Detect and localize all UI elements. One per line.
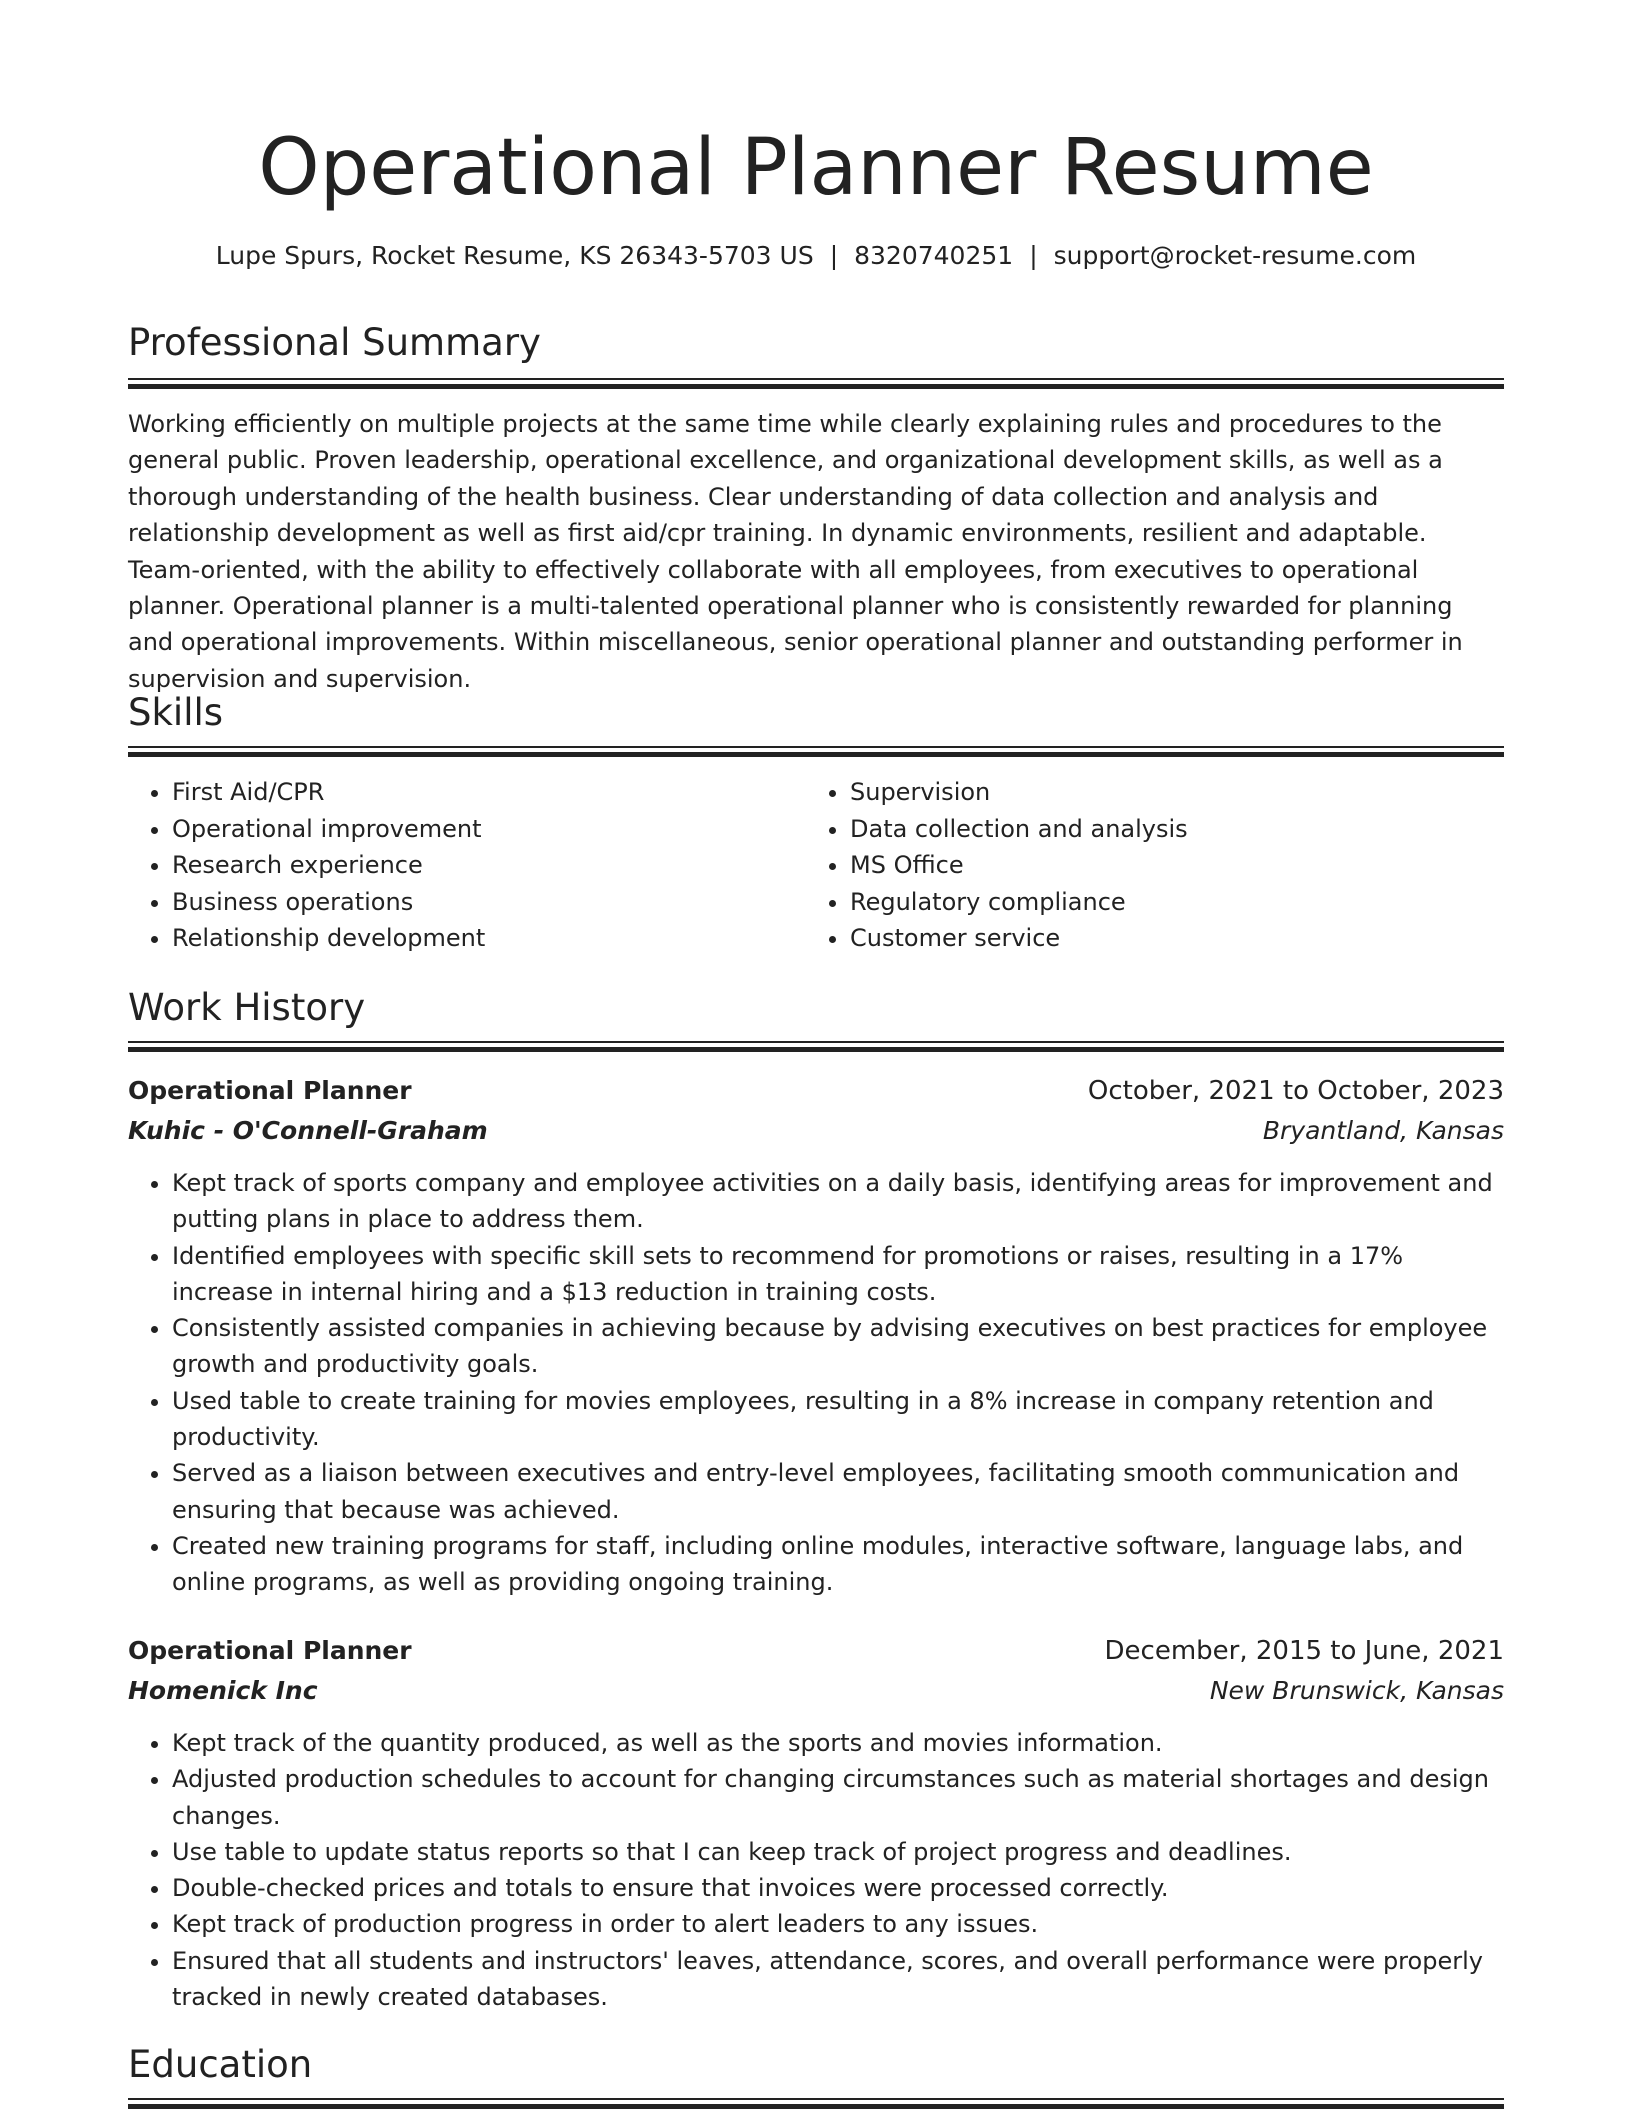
education-heading: Education [128,2043,313,2086]
contact-email: support@rocket-resume.com [1053,241,1417,270]
section-divider [128,746,1504,757]
job-bullet-list [128,1165,1504,1601]
summary-text: Working efficiently on multiple projects at the same time while clearly explaining rules and procedures to the general public. Proven leadership, operational excellence, and organizational development skills, as well as a thorough understanding of the health business. Clear understanding of data collection and analysis and relationship development as well as first aid/cpr training. In dynamic environments, resilient and adaptable. Team-oriented, with the ability to effectively collaborate with all employees, from executives to operational planner. Operational planner is a multi-talented operational planner who is consistently rewarded for planning and operational improvements. Within miscellaneous, senior operational planner and outstanding performer in supervision and supervision. [128,410,1463,693]
skill-item: • Data collection and analysis [850,811,1470,848]
skill-item: • Relationship development [172,920,792,957]
job-title: Operational Planner [128,1636,412,1665]
contact-address: Lupe Spurs, Rocket Resume, KS 26343-5703 US [215,241,814,270]
skill-item: • Customer service [850,920,1470,957]
job-dates: October, 2021 to October, 2023 [1087,1076,1504,1106]
job-company: Kuhic - O'Connell-Graham [128,1116,488,1145]
job-company: Homenick Inc [128,1676,318,1705]
skills-list-left [128,774,792,957]
job-bullet: • Kept track of sports company and employee activities on a daily basis, identifying areas for improvement and putting plans in place to address them. [172,1165,1504,1238]
skills-list-right [806,774,1470,957]
job-bullet: • Use table to update status reports so that I can keep track of project progress and deadlines. [172,1834,1504,1870]
section-divider [128,1041,1504,1052]
skill-item: • MS Office [850,847,1470,884]
section-divider [128,2098,1504,2109]
job-bullet: • Ensured that all students and instructors' leaves, attendance, scores, and overall performance were properly tracked in newly created databases. [172,1943,1504,2016]
work-history-heading: Work History [128,986,366,1029]
skill-item: • Research experience [172,847,792,884]
job-bullet: • Identified employees with specific skill sets to recommend for promotions or raises, resulting in a 17% increase in internal hiring and a $13 reduction in training costs. [172,1238,1504,1311]
resume-title: Operational Planner Resume [258,123,1374,213]
skills-heading: Skills [128,691,224,734]
skill-item: • Business operations [172,884,792,921]
job-bullet: • Served as a liaison between executives and entry-level employees, facilitating smooth communication and ensuring that because was achieved. [172,1455,1504,1528]
job-bullet: • Consistently assisted companies in achieving because by advising executives on best practices for employee growth and productivity goals. [172,1310,1504,1383]
skill-item: • First Aid/CPR [172,774,792,811]
job-bullet: • Adjusted production schedules to account for changing circumstances such as material shortages and design changes. [172,1761,1504,1834]
job-location: New Brunswick, Kansas [1209,1676,1504,1705]
contact-separator: | [829,241,839,270]
job-dates: December, 2015 to June, 2021 [1104,1636,1504,1666]
contact-phone: 8320740251 [854,241,1014,270]
skill-item: • Regulatory compliance [850,884,1470,921]
contact-line [128,238,1504,274]
job-bullet-list [128,1725,1504,2015]
skill-item: • Supervision [850,774,1470,811]
summary-heading: Professional Summary [128,321,541,364]
job-title: Operational Planner [128,1076,412,1105]
job-bullet: • Used table to create training for movies employees, resulting in a 8% increase in company retention and productivity. [172,1383,1504,1456]
job-bullet: • Double-checked prices and totals to ensure that invoices were processed correctly. [172,1870,1504,1906]
skill-item: • Operational improvement [172,811,792,848]
contact-separator: | [1029,241,1038,270]
job-bullet: • Kept track of production progress in order to alert leaders to any issues. [172,1906,1504,1942]
section-divider [128,378,1504,389]
job-location: Bryantland, Kansas [1262,1116,1504,1145]
job-bullet: • Kept track of the quantity produced, as well as the sports and movies information. [172,1725,1504,1761]
job-bullet: • Created new training programs for staff, including online modules, interactive software, language labs, and online programs, as well as providing ongoing training. [172,1528,1504,1601]
